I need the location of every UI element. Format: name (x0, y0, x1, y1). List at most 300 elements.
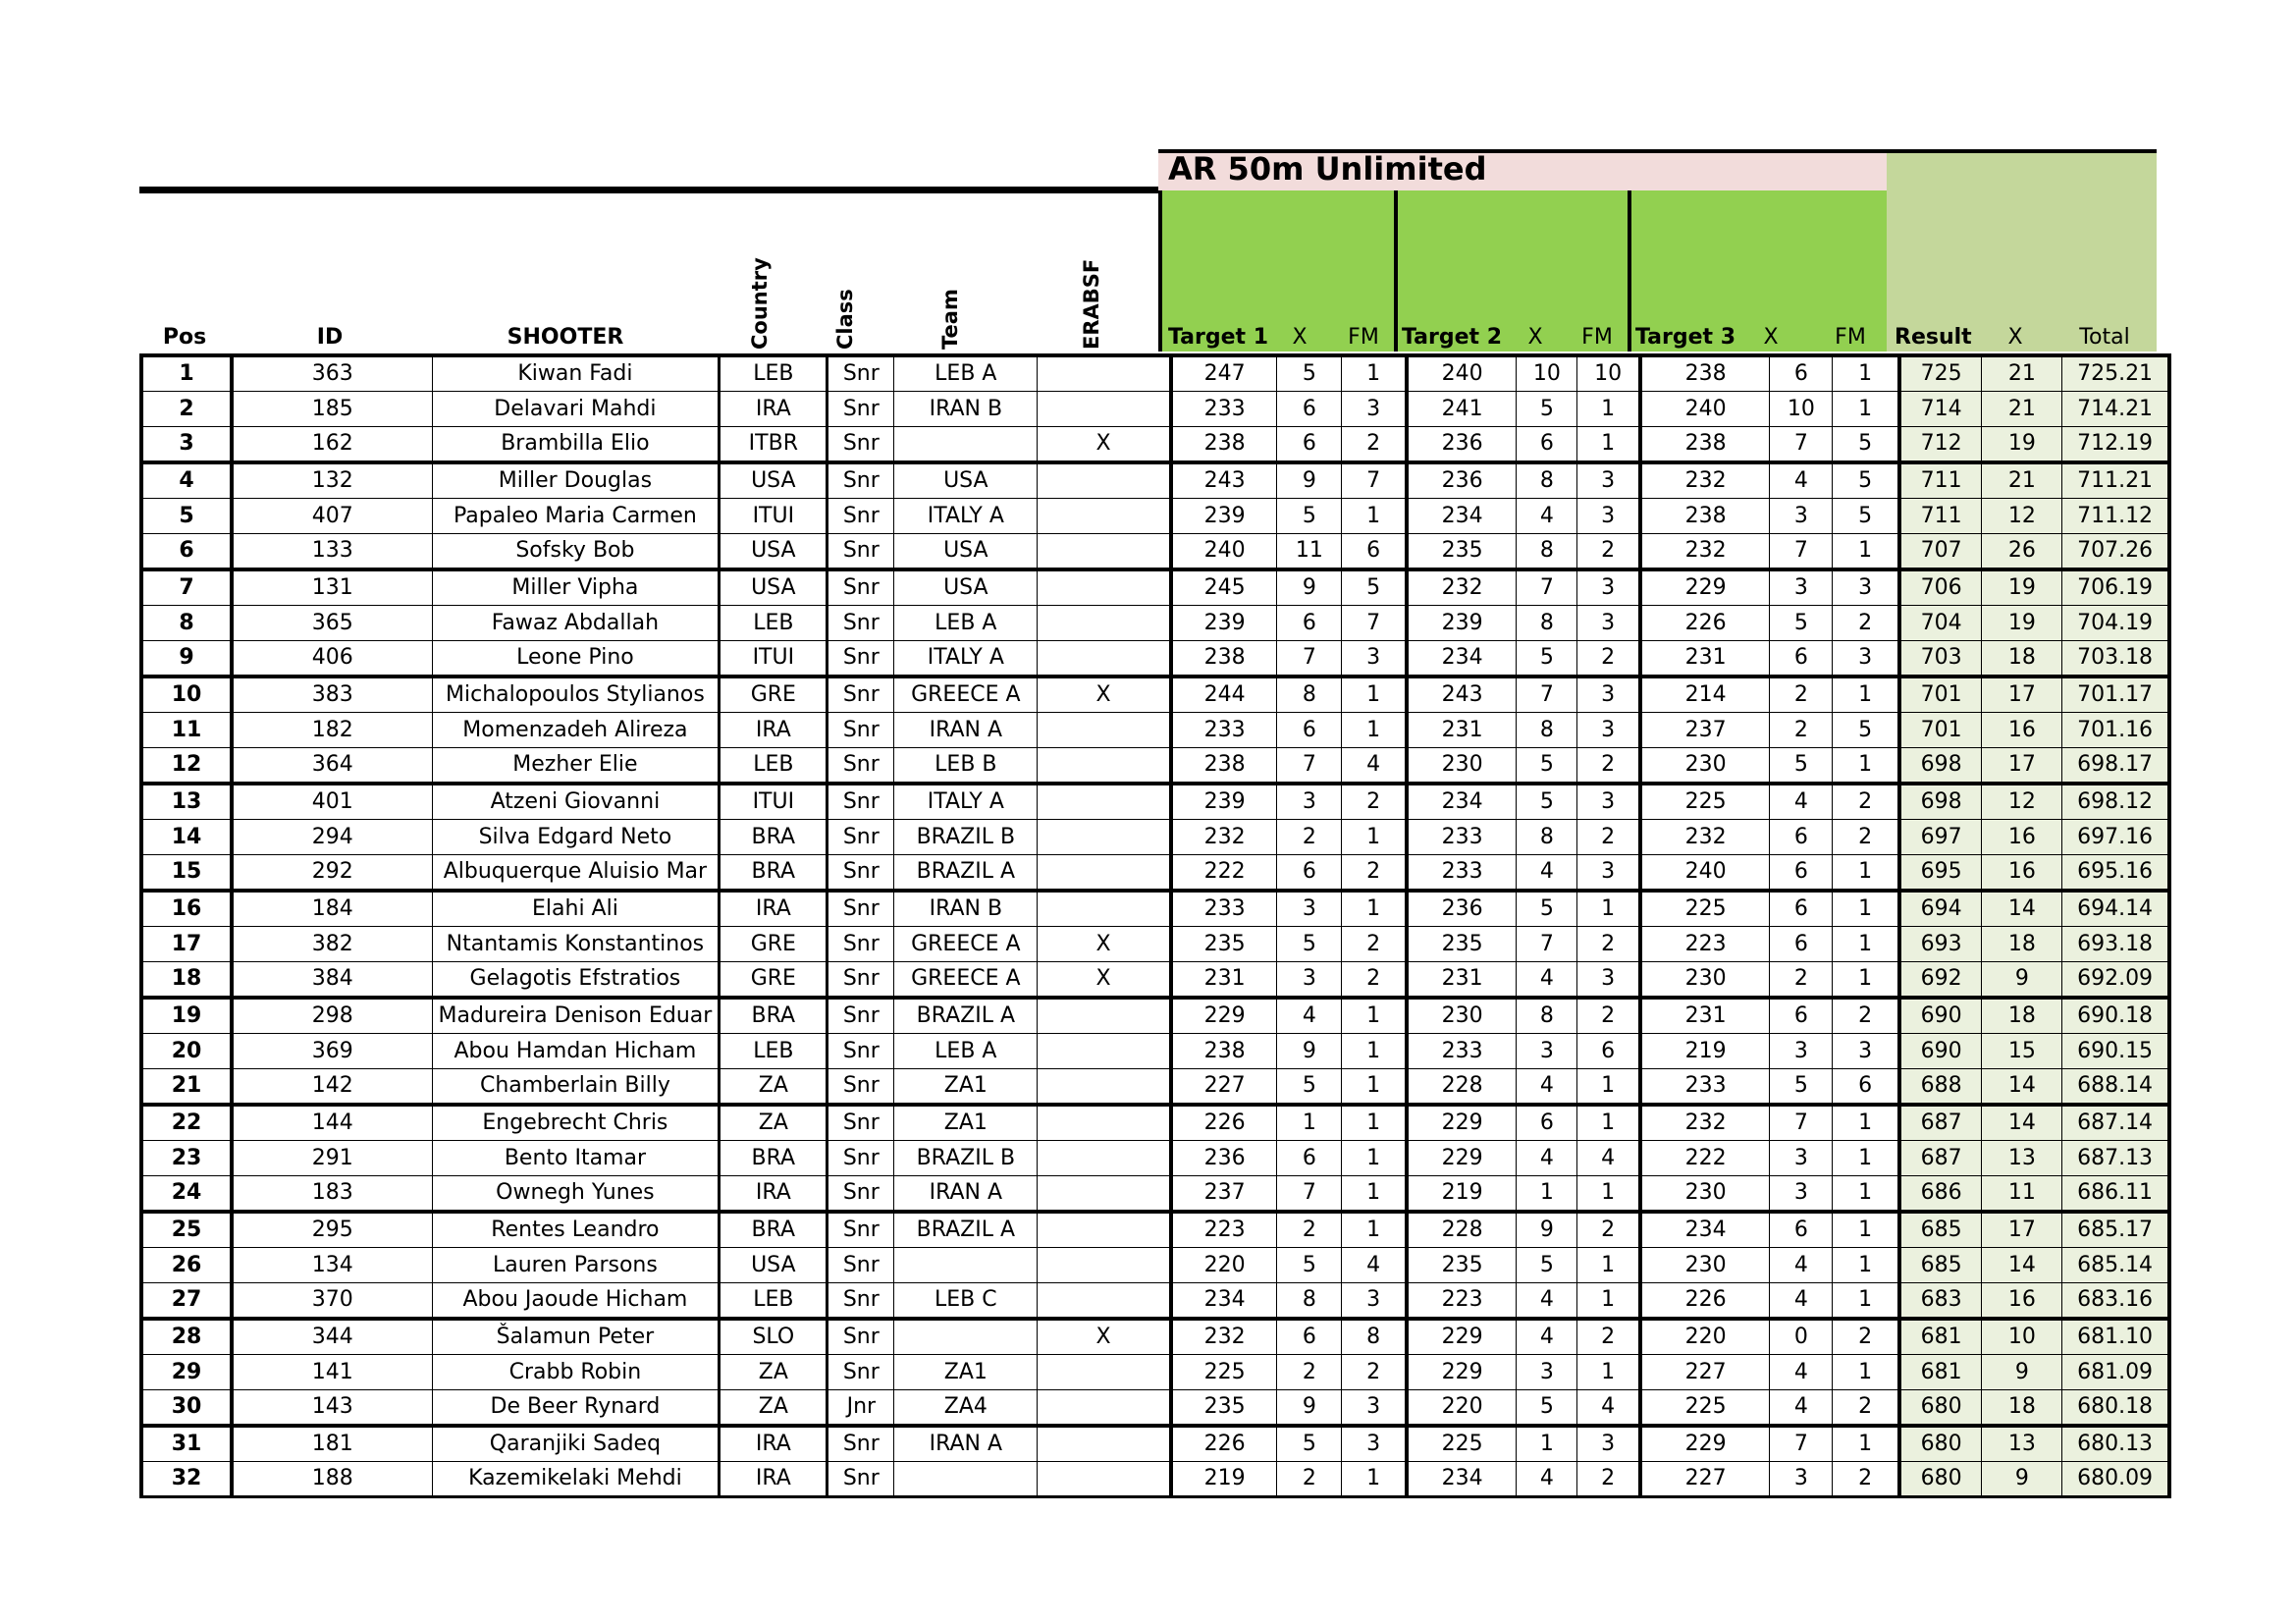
erabsf-cell (1038, 855, 1171, 892)
table-row (141, 1212, 2169, 1248)
shooter-name: Leone Pino (432, 641, 720, 677)
target2-x: 4 (1517, 1069, 1577, 1106)
class-cell: Snr (828, 1034, 894, 1069)
team-cell (894, 1319, 1038, 1355)
target2-fm: 3 (1577, 784, 1640, 820)
class-cell: Snr (828, 713, 894, 748)
table-row (141, 355, 2169, 392)
class-cell: Snr (828, 1176, 894, 1213)
target2-fm: 10 (1577, 355, 1640, 392)
target2-x: 4 (1517, 1319, 1577, 1355)
result-cell: 714 (1899, 392, 1982, 427)
total-cell: 712.19 (2062, 427, 2169, 463)
result-x-cell: 21 (1982, 392, 2062, 427)
id-cell: 382 (232, 927, 432, 962)
target1-score: 239 (1171, 606, 1277, 641)
target2-score: 233 (1407, 855, 1517, 892)
target3-fm: 1 (1833, 677, 1899, 713)
target3-score: 231 (1640, 641, 1770, 677)
target1-x: 9 (1277, 1034, 1342, 1069)
target1-x: 6 (1277, 392, 1342, 427)
target1-fm: 1 (1342, 1176, 1407, 1213)
target3-fm: 1 (1833, 1248, 1899, 1283)
target2-x: 4 (1517, 499, 1577, 534)
total-header: Total (2079, 325, 2130, 350)
country-cell: IRA (720, 1176, 828, 1213)
result-x-cell: 18 (1982, 641, 2062, 677)
target3-header: Target 3 (1635, 325, 1736, 350)
target2-x: 8 (1517, 713, 1577, 748)
erabsf-cell (1038, 713, 1171, 748)
target1-fm: 1 (1342, 499, 1407, 534)
target3-score: 229 (1640, 1426, 1770, 1462)
class-cell: Snr (828, 1248, 894, 1283)
target3-fm: 1 (1833, 891, 1899, 927)
pos-cell: 21 (141, 1069, 232, 1106)
target2-score: 236 (1407, 427, 1517, 463)
shooter-name: Mezher Elie (432, 748, 720, 785)
table-row (141, 569, 2169, 606)
erabsf-cell: X (1038, 962, 1171, 999)
total-cell: 704.19 (2062, 606, 2169, 641)
target3-fm: 2 (1833, 1462, 1899, 1497)
table-row (141, 1069, 2169, 1106)
shooter-name: Madureira Denison Eduar (432, 998, 720, 1034)
target2-x: 3 (1517, 1034, 1577, 1069)
result-cell: 706 (1899, 569, 1982, 606)
target2-x: 5 (1517, 392, 1577, 427)
result-cell: 698 (1899, 748, 1982, 785)
target2-score: 234 (1407, 784, 1517, 820)
target2-fm: 1 (1577, 1283, 1640, 1320)
erabsf-cell (1038, 1069, 1171, 1106)
shooter-name: Bento Itamar (432, 1141, 720, 1176)
team-cell: IRAN A (894, 1176, 1038, 1213)
target2-fm: 2 (1577, 820, 1640, 855)
results-table (139, 353, 2171, 1498)
shooter-name: Gelagotis Efstratios (432, 962, 720, 999)
target2-score: 220 (1407, 1390, 1517, 1427)
target3-fm: 2 (1833, 998, 1899, 1034)
id-cell: 295 (232, 1212, 432, 1248)
target3-x: 4 (1770, 1248, 1833, 1283)
target1-fm: 1 (1342, 998, 1407, 1034)
shooter-name: Michalopoulos Stylianos (432, 677, 720, 713)
class-header: Class (833, 289, 857, 350)
erabsf-cell: X (1038, 677, 1171, 713)
result-x-cell: 26 (1982, 534, 2062, 570)
target2-x: 6 (1517, 427, 1577, 463)
id-cell: 384 (232, 962, 432, 999)
target3-x: 3 (1770, 1034, 1833, 1069)
target1-score: 223 (1171, 1212, 1277, 1248)
target2-score: 231 (1407, 713, 1517, 748)
target1-score: 247 (1171, 355, 1277, 392)
result-x-cell: 16 (1982, 820, 2062, 855)
country-cell: IRA (720, 891, 828, 927)
target3-fm: 5 (1833, 427, 1899, 463)
target1-score: 232 (1171, 820, 1277, 855)
target1-fm: 1 (1342, 713, 1407, 748)
result-cell: 698 (1899, 784, 1982, 820)
team-cell: ZA1 (894, 1069, 1038, 1106)
result-cell: 690 (1899, 998, 1982, 1034)
pos-cell: 30 (141, 1390, 232, 1427)
target1-score: 227 (1171, 1069, 1277, 1106)
result-x-cell: 19 (1982, 606, 2062, 641)
target3-fm: 1 (1833, 855, 1899, 892)
table-row (141, 1105, 2169, 1141)
target2-x: 5 (1517, 784, 1577, 820)
result-cell: 704 (1899, 606, 1982, 641)
result-cell: 680 (1899, 1426, 1982, 1462)
pos-cell: 17 (141, 927, 232, 962)
total-cell: 698.17 (2062, 748, 2169, 785)
id-cell: 383 (232, 677, 432, 713)
target3-fm: 2 (1833, 1319, 1899, 1355)
target2-x: 3 (1517, 1355, 1577, 1390)
target1-fm: 4 (1342, 1248, 1407, 1283)
target1-fm: 2 (1342, 427, 1407, 463)
target3-score: 233 (1640, 1069, 1770, 1106)
target1-x: 6 (1277, 1141, 1342, 1176)
result-x-cell: 9 (1982, 1355, 2062, 1390)
shooter-name: Rentes Leandro (432, 1212, 720, 1248)
country-cell: BRA (720, 1141, 828, 1176)
target1-score: 233 (1171, 392, 1277, 427)
total-cell: 680.09 (2062, 1462, 2169, 1497)
shooter-name: Sofsky Bob (432, 534, 720, 570)
target1-x: 7 (1277, 748, 1342, 785)
class-cell: Snr (828, 748, 894, 785)
team-cell: GREECE A (894, 677, 1038, 713)
shooter-name: Chamberlain Billy (432, 1069, 720, 1106)
shooter-name: Kiwan Fadi (432, 355, 720, 392)
target2-x: 5 (1517, 641, 1577, 677)
target2-x: 4 (1517, 855, 1577, 892)
pos-cell: 12 (141, 748, 232, 785)
pos-cell: 3 (141, 427, 232, 463)
erabsf-cell (1038, 355, 1171, 392)
team-cell: ITALY A (894, 641, 1038, 677)
target2-score: 229 (1407, 1319, 1517, 1355)
table-row (141, 641, 2169, 677)
team-cell: IRAN A (894, 1426, 1038, 1462)
class-cell: Snr (828, 784, 894, 820)
pos-cell: 14 (141, 820, 232, 855)
result-cell: 711 (1899, 499, 1982, 534)
country-cell: GRE (720, 677, 828, 713)
class-cell: Snr (828, 855, 894, 892)
id-cell: 291 (232, 1141, 432, 1176)
result-cell: 697 (1899, 820, 1982, 855)
team-cell: USA (894, 462, 1038, 499)
result-x-cell: 13 (1982, 1141, 2062, 1176)
pos-cell: 32 (141, 1462, 232, 1497)
target1-score: 237 (1171, 1176, 1277, 1213)
result-cell: 685 (1899, 1248, 1982, 1283)
target3-score: 225 (1640, 891, 1770, 927)
id-cell: 144 (232, 1105, 432, 1141)
table-row (141, 1248, 2169, 1283)
team-cell: LEB A (894, 1034, 1038, 1069)
shooter-name: Papaleo Maria Carmen (432, 499, 720, 534)
target2-fm: 1 (1577, 427, 1640, 463)
erabsf-cell: X (1038, 927, 1171, 962)
shooter-name: Atzeni Giovanni (432, 784, 720, 820)
result-header-band (1887, 149, 2157, 352)
team-cell: LEB B (894, 748, 1038, 785)
target3-fm: 1 (1833, 1355, 1899, 1390)
target1-fm: 3 (1342, 1283, 1407, 1320)
shooter-name: Fawaz Abdallah (432, 606, 720, 641)
target3-fm: 2 (1833, 820, 1899, 855)
table-row (141, 748, 2169, 785)
target3-fm: 3 (1833, 569, 1899, 606)
result-x-cell: 10 (1982, 1319, 2062, 1355)
target3-score: 223 (1640, 927, 1770, 962)
shooter-name: Elahi Ali (432, 891, 720, 927)
total-cell: 711.12 (2062, 499, 2169, 534)
total-cell: 703.18 (2062, 641, 2169, 677)
target1-x: 9 (1277, 569, 1342, 606)
country-cell: ZA (720, 1355, 828, 1390)
erabsf-cell (1038, 1426, 1171, 1462)
result-x-cell: 17 (1982, 748, 2062, 785)
result-x-cell: 12 (1982, 784, 2062, 820)
target2-score: 231 (1407, 962, 1517, 999)
id-cell: 162 (232, 427, 432, 463)
target1-score: 225 (1171, 1355, 1277, 1390)
target3-score: 230 (1640, 1176, 1770, 1213)
target2-score: 235 (1407, 927, 1517, 962)
class-cell: Snr (828, 1283, 894, 1320)
result-cell: 685 (1899, 1212, 1982, 1248)
target3-score: 240 (1640, 855, 1770, 892)
target2-score: 236 (1407, 891, 1517, 927)
target2-fm: 2 (1577, 1212, 1640, 1248)
erabsf-cell (1038, 784, 1171, 820)
target1-header: Target 1 (1168, 325, 1269, 350)
class-cell: Snr (828, 1212, 894, 1248)
target2-fm: 3 (1577, 499, 1640, 534)
table-row (141, 1176, 2169, 1213)
erabsf-cell (1038, 1141, 1171, 1176)
target3-score: 230 (1640, 1248, 1770, 1283)
erabsf-cell (1038, 392, 1171, 427)
target3-x: 3 (1770, 1141, 1833, 1176)
table-row (141, 427, 2169, 463)
table-row (141, 855, 2169, 892)
target2-x: 8 (1517, 606, 1577, 641)
total-cell: 697.16 (2062, 820, 2169, 855)
target2-x: 8 (1517, 820, 1577, 855)
target3-score: 225 (1640, 1390, 1770, 1427)
target3-x: 4 (1770, 1283, 1833, 1320)
pos-cell: 13 (141, 784, 232, 820)
result-x-cell: 14 (1982, 891, 2062, 927)
result-cell: 701 (1899, 677, 1982, 713)
target2-x: 5 (1517, 1390, 1577, 1427)
target3-fm: 1 (1833, 962, 1899, 999)
erabsf-cell (1038, 998, 1171, 1034)
total-cell: 680.13 (2062, 1426, 2169, 1462)
target2-x: 7 (1517, 569, 1577, 606)
pos-cell: 1 (141, 355, 232, 392)
id-cell: 344 (232, 1319, 432, 1355)
team-cell: IRAN B (894, 392, 1038, 427)
result-cell: 687 (1899, 1105, 1982, 1141)
shooter-name: Silva Edgard Neto (432, 820, 720, 855)
id-cell: 132 (232, 462, 432, 499)
target2-fm: 3 (1577, 569, 1640, 606)
target2-score: 241 (1407, 392, 1517, 427)
target3-x: 2 (1770, 713, 1833, 748)
target1-x: 5 (1277, 1069, 1342, 1106)
country-cell: LEB (720, 1034, 828, 1069)
country-cell: LEB (720, 748, 828, 785)
table-row (141, 1462, 2169, 1497)
target3-score: 234 (1640, 1212, 1770, 1248)
target2-fm: 3 (1577, 462, 1640, 499)
country-cell: BRA (720, 855, 828, 892)
pos-cell: 8 (141, 606, 232, 641)
result-cell: 680 (1899, 1462, 1982, 1497)
country-cell: LEB (720, 1283, 828, 1320)
team-cell: LEB C (894, 1283, 1038, 1320)
target1-x: 7 (1277, 1176, 1342, 1213)
target3-score: 219 (1640, 1034, 1770, 1069)
target3-x: 6 (1770, 355, 1833, 392)
id-cell: 407 (232, 499, 432, 534)
target3-x: 6 (1770, 641, 1833, 677)
target1-x: 3 (1277, 784, 1342, 820)
target3-fm: 1 (1833, 927, 1899, 962)
target3-x: 5 (1770, 748, 1833, 785)
result-x-header: X (2007, 325, 2023, 350)
result-x-cell: 9 (1982, 1462, 2062, 1497)
team-cell: IRAN B (894, 891, 1038, 927)
total-cell: 707.26 (2062, 534, 2169, 570)
total-cell: 685.14 (2062, 1248, 2169, 1283)
pos-cell: 23 (141, 1141, 232, 1176)
result-cell: 686 (1899, 1176, 1982, 1213)
target1-fm: 1 (1342, 820, 1407, 855)
target1-x: 9 (1277, 1390, 1342, 1427)
target1-score: 226 (1171, 1105, 1277, 1141)
team-cell: ITALY A (894, 784, 1038, 820)
erabsf-cell (1038, 1462, 1171, 1497)
target1-fm: 2 (1342, 1355, 1407, 1390)
erabsf-header: ERABSF (1080, 258, 1103, 350)
result-x-cell: 19 (1982, 569, 2062, 606)
class-cell: Snr (828, 820, 894, 855)
target3-x: 4 (1770, 1390, 1833, 1427)
total-cell: 688.14 (2062, 1069, 2169, 1106)
target1-x: 2 (1277, 1462, 1342, 1497)
target2-fm: 2 (1577, 1319, 1640, 1355)
target1-score: 245 (1171, 569, 1277, 606)
target3-x: 4 (1770, 462, 1833, 499)
target3-score: 237 (1640, 713, 1770, 748)
target1-score: 236 (1171, 1141, 1277, 1176)
target3-score: 214 (1640, 677, 1770, 713)
result-x-cell: 9 (1982, 962, 2062, 999)
target1-x: 5 (1277, 499, 1342, 534)
target1-fm: 6 (1342, 534, 1407, 570)
target3-fm: 1 (1833, 1141, 1899, 1176)
result-cell: 711 (1899, 462, 1982, 499)
table-row (141, 713, 2169, 748)
country-cell: IRA (720, 1426, 828, 1462)
target3-x: 3 (1770, 569, 1833, 606)
target1-score: 240 (1171, 534, 1277, 570)
pos-cell: 11 (141, 713, 232, 748)
result-cell: 693 (1899, 927, 1982, 962)
team-cell (894, 1248, 1038, 1283)
target3-fm: 1 (1833, 1105, 1899, 1141)
team-cell: BRAZIL A (894, 1212, 1038, 1248)
target1-fm: 4 (1342, 748, 1407, 785)
class-cell: Jnr (828, 1390, 894, 1427)
result-x-cell: 17 (1982, 1212, 2062, 1248)
target3-score: 238 (1640, 499, 1770, 534)
id-cell: 365 (232, 606, 432, 641)
target1-x: 1 (1277, 1105, 1342, 1141)
country-cell: GRE (720, 962, 828, 999)
target1-fm: 1 (1342, 1034, 1407, 1069)
total-cell: 714.21 (2062, 392, 2169, 427)
target2-x: 7 (1517, 927, 1577, 962)
total-cell: 680.18 (2062, 1390, 2169, 1427)
country-cell: ITUI (720, 784, 828, 820)
id-cell: 406 (232, 641, 432, 677)
table-row (141, 927, 2169, 962)
erabsf-cell (1038, 748, 1171, 785)
country-cell: GRE (720, 927, 828, 962)
id-cell: 133 (232, 534, 432, 570)
erabsf-cell (1038, 569, 1171, 606)
target2-score: 235 (1407, 1248, 1517, 1283)
target1-score: 235 (1171, 927, 1277, 962)
pos-cell: 7 (141, 569, 232, 606)
target1-x: 6 (1277, 855, 1342, 892)
country-cell: IRA (720, 1462, 828, 1497)
team-cell: ZA1 (894, 1105, 1038, 1141)
team-cell: USA (894, 569, 1038, 606)
target2-score: 225 (1407, 1426, 1517, 1462)
team-cell: BRAZIL A (894, 855, 1038, 892)
target2-score: 223 (1407, 1283, 1517, 1320)
target1-fm: 3 (1342, 641, 1407, 677)
erabsf-cell (1038, 462, 1171, 499)
table-row (141, 499, 2169, 534)
id-cell: 292 (232, 855, 432, 892)
target2-score: 228 (1407, 1069, 1517, 1106)
country-cell: USA (720, 462, 828, 499)
target2-x: 5 (1517, 891, 1577, 927)
target1-x: 4 (1277, 998, 1342, 1034)
erabsf-cell (1038, 606, 1171, 641)
result-cell: 681 (1899, 1355, 1982, 1390)
total-cell: 701.17 (2062, 677, 2169, 713)
team-cell: ZA1 (894, 1355, 1038, 1390)
table-row (141, 820, 2169, 855)
shooter-name: Delavari Mahdi (432, 392, 720, 427)
target1-score: 244 (1171, 677, 1277, 713)
target2-score: 236 (1407, 462, 1517, 499)
result-x-cell: 16 (1982, 1283, 2062, 1320)
